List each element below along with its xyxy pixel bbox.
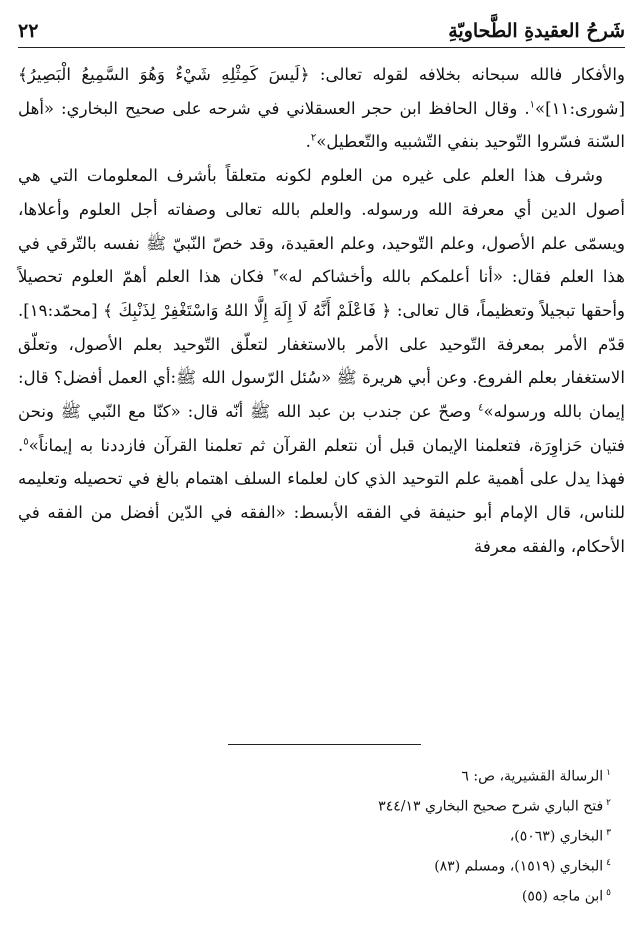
footnote-4 [40,848,611,878]
body-text [18,58,625,564]
footnote-text: فتح الباري شرح صحيح البخاري ٣٤٤/١٣ [378,798,604,815]
footnote-2 [40,788,611,818]
paragraph-1 [18,58,625,159]
paragraph-2-text-a: وشرف هذا العلم على غيره من العلوم لكونه متعلقاً بأشرف المعلومات التي هي أصول الدين أي معرفة الله ورسوله. والعلم بالله تعالى وصفاته أجل العلوم وأعلاها، ويسمّى علم الأصول، وعلم التّوحيد، وعلم العقيدة، وقد خصّ النّبيّ ﷺ نفسه بالتّرقي في هذا العلم فقال: «أنا أعلمكم بالله وأخشاكم له» [18,166,625,287]
footnote-text: البخاري (١٥١٩)، ومسلم (٨٣) [434,858,604,875]
footnote-3 [40,818,611,848]
footnote-ref-1: ١ [529,99,535,111]
paragraph-1-text-c: . [305,132,311,152]
footnote-5 [40,878,611,908]
footnotes [40,758,611,908]
footnote-ref-4: ٤ [478,402,484,414]
footnote-text: البخاري (٥٠٦٣)، [509,828,604,845]
footnote-number: ٤ [606,858,611,868]
paragraph-2-text-b: فكان هذا العلم أهمّ العلوم تحصيلاً وأحقها تبجيلاً وتعظيماً، قال تعالى: ﴿ فَاعْلَمْ أَنَّهُ لَا إِلَهَ إِلَّا اللهُ وَاسْتَغْفِرْ لِذَنْبِكَ ﴾ [محمّد:١٩]. قدّم الأمر بمعرفة التّوحيد على الأمر بالاستغفار لتعلّق التّوحيد بعلم الأصول، وتعلّق الاستغفار بعلم الفروع. وعن أبي هريرة ﷺ «سُئل الرّسول الله ﷺ:أي العمل أفضل؟ قال: إيمان بالله ورسوله» [18,267,625,422]
footnote-separator [228,744,421,745]
footnote-1 [40,758,611,788]
footnote-ref-2: ٢ [310,132,317,144]
footnote-ref-3: ٣ [272,267,279,279]
footnote-number: ٢ [606,798,611,808]
page-number: ٢٢ [18,20,39,42]
footnote-number: ٣ [606,828,611,838]
page-header [18,10,625,46]
footnote-number: ١ [606,768,611,778]
footnote-ref-5: ٥ [23,436,29,448]
paragraph-2-text-c: وصحّ عن جندب بن عبد الله ﷺ أنّه قال: «كنّا مع النّبي ﷺ ونحن فتيان حَزاوِرَة، فتعلمنا الإيمان قبل أن نتعلم القرآن ثم تعلمنا القرآن فازددنا به إيماناً» [18,402,625,455]
paragraph-1-text-a: والأفكار فالله سبحانه بخلافه لقوله تعالى: ﴿لَيسَ كَمِثْلِهِ شَيْءٌ وَهُوَ السَّمِيعُ الْبَصِيرُ﴾ [شورى:١١]» [18,65,625,118]
footnote-text: ابن ماجه (٥٥) [521,888,604,905]
paragraph-1-text-b: . وقال الحافظ ابن حجر العسقلاني في شرحه على صحيح البخاري: «أهل السّنة فسّروا التّوحيد بنفي التّشبيه والتّعطيل» [18,98,625,152]
footnote-number: ٥ [606,888,611,898]
paragraph-2-text-d: . فهذا يدل على أهمية علم التوحيد الذي كان لعلماء السلف اهتمام بالغ في تحصيله وتعليمه للناس، قال الإمام أبو حنيفة في الفقه الأبسط: «الفقه في الدّين أفضل من الفقه في الأحكام، والفقه معرفة [18,435,625,556]
running-title: شَرحُ العقيدةِ الطَّحاويّةِ [448,20,625,42]
paragraph-2 [18,159,625,563]
footnote-text: الرسالة القشيرية، ص: ٦ [461,768,604,785]
header-rule [18,47,625,48]
